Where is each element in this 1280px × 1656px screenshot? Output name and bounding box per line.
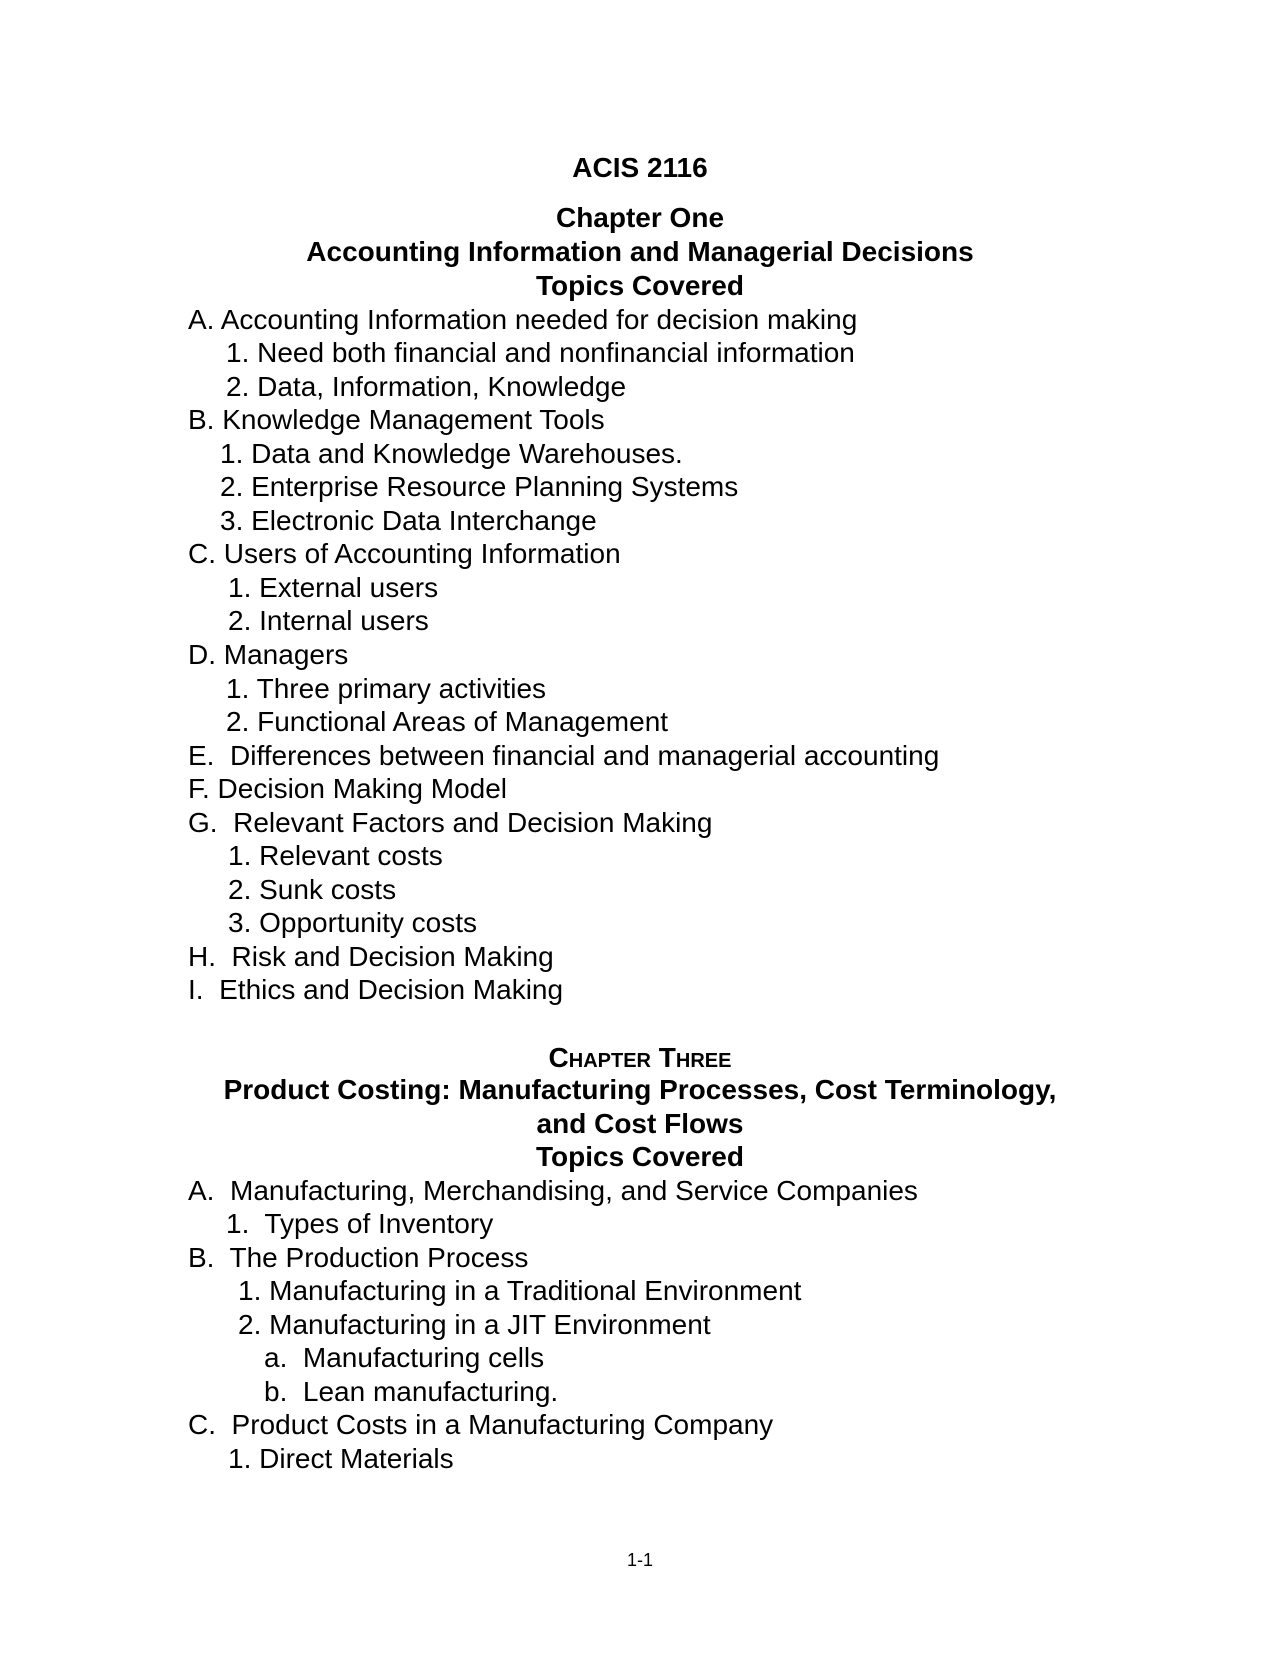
topic-item-c: C. Users of Accounting Information <box>188 538 621 569</box>
topic-subitem: 1. Data and Knowledge Warehouses. <box>220 438 683 469</box>
topic-subitem: 1. Direct Materials <box>228 1443 454 1474</box>
chapter-three-title-line2: and Cost Flows <box>536 1108 744 1139</box>
chapter-three-title-line1: Product Costing: Manufacturing Processes, Cost Terminology, <box>223 1074 1057 1105</box>
page-number: 1-1 <box>626 1550 653 1570</box>
course-title: ACIS 2116 <box>572 152 708 183</box>
topic-subitem: 1. Relevant costs <box>228 840 443 871</box>
topic-subsubitem: a. Manufacturing cells <box>264 1342 545 1373</box>
chapter-three-topics-heading: Topics Covered <box>536 1141 744 1172</box>
chapter-one-topics-heading: Topics Covered <box>536 270 744 301</box>
topic-subitem: 2. Internal users <box>228 605 429 636</box>
topic-subitem: 2. Sunk costs <box>228 874 397 905</box>
topic-item-f: F. Decision Making Model <box>188 773 508 804</box>
topic-subitem: 2. Data, Information, Knowledge <box>226 371 627 402</box>
topic-item-b: B. Knowledge Management Tools <box>188 404 605 435</box>
topic-item-g: G. Relevant Factors and Decision Making <box>188 807 713 838</box>
topic-item-e: E. Differences between financial and managerial accounting <box>188 740 940 771</box>
topic-subitem: 3. Electronic Data Interchange <box>220 505 597 536</box>
topic-subitem: 2. Manufacturing in a JIT Environment <box>238 1309 711 1340</box>
topic-subitem: 1. External users <box>228 572 439 603</box>
topic-subitem: 3. Opportunity costs <box>228 907 478 938</box>
topic-subsubitem: b. Lean manufacturing. <box>264 1376 559 1407</box>
chapter-one-title: Accounting Information and Managerial Decisions <box>306 236 974 267</box>
topic-item-d: D. Managers <box>188 639 349 670</box>
chapter-three-heading: Chapter Three <box>548 1042 732 1073</box>
topic-subitem: 1. Manufacturing in a Traditional Environment <box>238 1275 802 1306</box>
chapter-one-heading: Chapter One <box>555 202 725 233</box>
topic-subitem: 2. Enterprise Resource Planning Systems <box>220 471 739 502</box>
topic-item-a: A. Manufacturing, Merchandising, and Service Companies <box>188 1175 918 1206</box>
topic-item-i: I. Ethics and Decision Making <box>188 974 564 1005</box>
topic-item-a: A. Accounting Information needed for decision making <box>188 304 858 335</box>
topic-subitem: 1. Need both financial and nonfinancial information <box>226 337 855 368</box>
topic-subitem: 1. Three primary activities <box>226 673 547 704</box>
topic-item-h: H. Risk and Decision Making <box>188 941 554 972</box>
topic-item-c: C. Product Costs in a Manufacturing Company <box>188 1409 774 1440</box>
topic-subitem: 1. Types of Inventory <box>226 1208 494 1239</box>
topic-subitem: 2. Functional Areas of Management <box>226 706 669 737</box>
topic-item-b: B. The Production Process <box>188 1242 529 1273</box>
